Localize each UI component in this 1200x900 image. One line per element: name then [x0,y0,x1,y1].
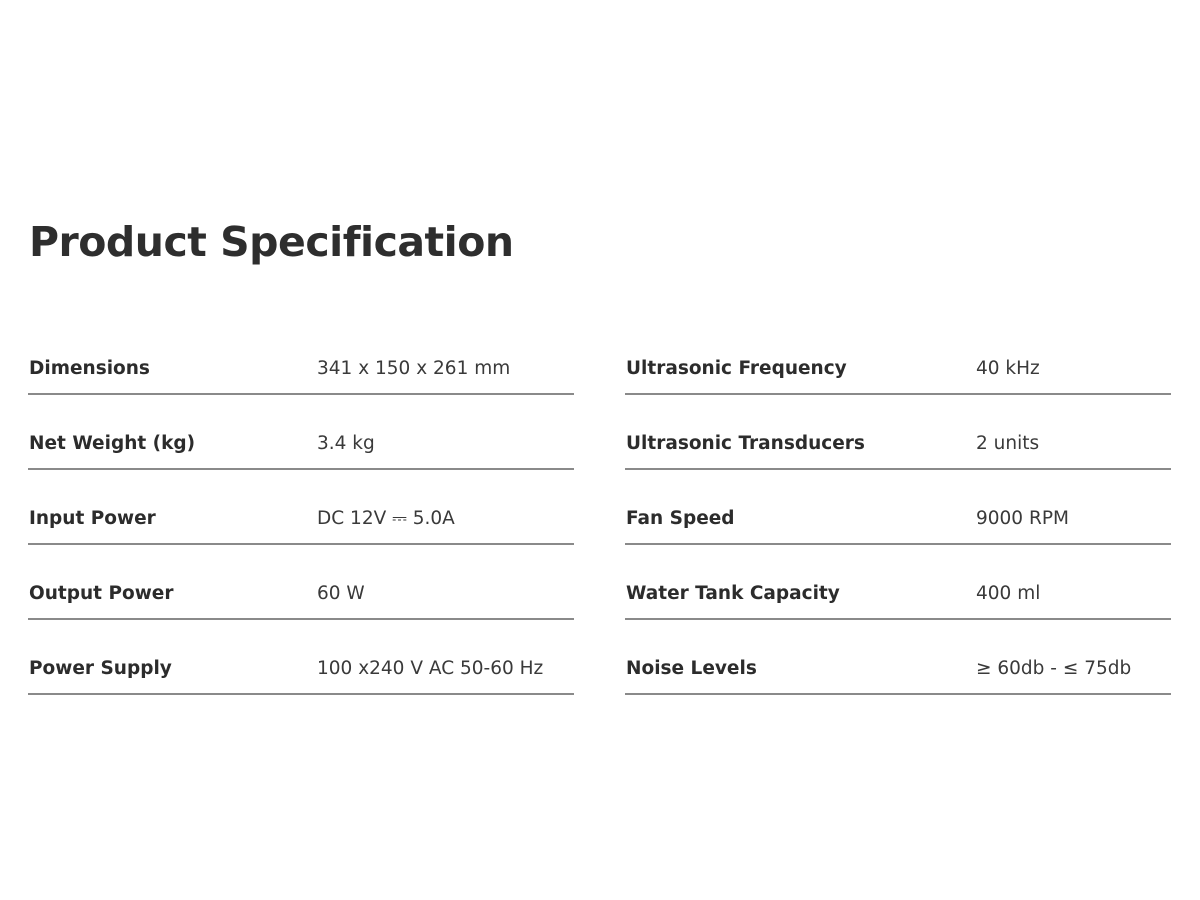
spec-row-water-tank-capacity [625,546,1171,620]
page-title: Product Specification [29,218,514,266]
spec-value: ≥ 60db - ≤ 75db [976,658,1132,679]
spec-value: 40 kHz [976,358,1040,379]
spec-row-output-power [28,546,574,620]
spec-row-ultrasonic-frequency [625,321,1171,395]
spec-column-left [28,321,574,696]
spec-value: DC 12V ⎓ 5.0A [317,508,455,529]
spec-row-fan-speed [625,471,1171,545]
spec-label: Fan Speed [626,508,735,529]
spec-row-net-weight [28,396,574,470]
spec-label: Output Power [29,583,174,604]
spec-value: 2 units [976,433,1040,454]
spec-label: Ultrasonic Transducers [626,433,865,454]
spec-label: Noise Levels [626,658,757,679]
spec-label: Power Supply [29,658,172,679]
spec-value: 60 W [317,583,365,604]
spec-label: Water Tank Capacity [626,583,840,604]
spec-value: 9000 RPM [976,508,1069,529]
spec-row-ultrasonic-transducers [625,396,1171,470]
spec-label: Ultrasonic Frequency [626,358,847,379]
spec-value: 3.4 kg [317,433,375,454]
spec-value: 400 ml [976,583,1041,604]
spec-row-noise-levels [625,621,1171,695]
spec-row-dimensions [28,321,574,395]
spec-label: Net Weight (kg) [29,433,196,454]
spec-value: 341 x 150 x 261 mm [317,358,511,379]
spec-row-power-supply [28,621,574,695]
spec-row-input-power [28,471,574,545]
spec-label: Input Power [29,508,156,529]
spec-label: Dimensions [29,358,150,379]
spec-column-right [625,321,1171,696]
spec-value: 100 x240 V AC 50-60 Hz [317,658,544,679]
